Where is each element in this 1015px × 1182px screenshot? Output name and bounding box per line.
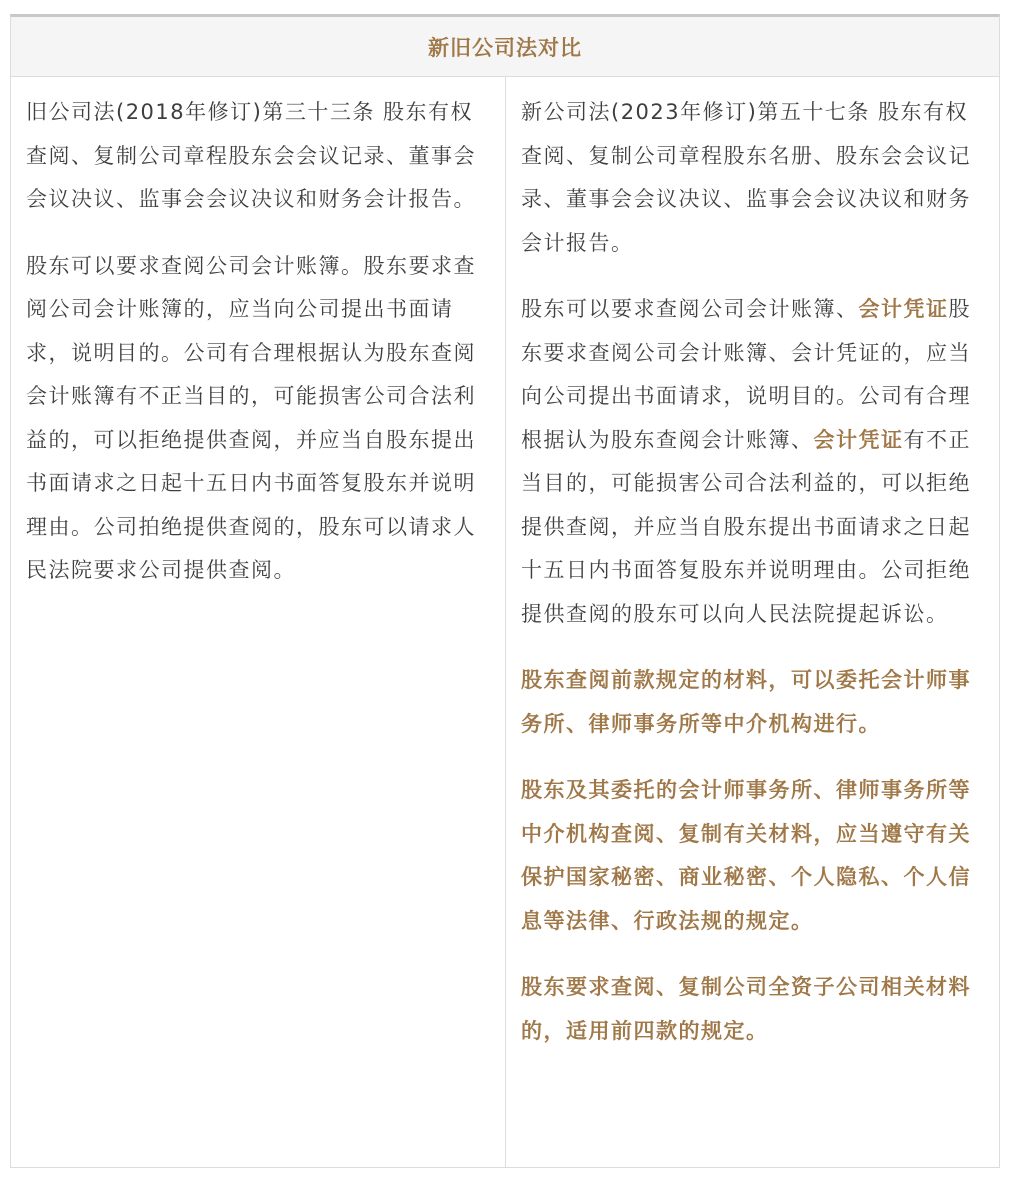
- highlight-accounting-voucher: 会计凭证: [858, 297, 949, 321]
- table-body-row: [11, 77, 999, 1168]
- new-law-paragraph-4: 股东及其委托的会计师事务所、律师事务所等中介机构查阅、复制有关材料，应当遵守有关保护国家秘密、商业秘密、个人隐私、个人信息等法律、行政法规的规定。: [521, 778, 971, 933]
- new-law-paragraph-2-text-c: 有不正当目的，可能损害公司合法利益的，可以拒绝提供查阅，并应当自股东提出书面请求之日起十五日内书面答复股东并说明理由。公司拒绝提供查阅的股东可以向人民法院提起诉讼。: [521, 427, 971, 626]
- new-law-column: [506, 77, 999, 1168]
- old-law-column: [11, 77, 506, 1168]
- new-law-paragraph-2: [521, 288, 985, 636]
- new-law-paragraph-5: 股东要求查阅、复制公司全资子公司相关材料的，适用前四款的规定。: [521, 975, 971, 1043]
- new-law-paragraph-1: 新公司法(2023年修订)第五十七条 股东有权查阅、复制公司章程股东名册、股东会会议记录、董事会会议决议、监事会会议决议和财务会计报告。: [521, 100, 971, 255]
- old-law-paragraph-2: 股东可以要求查阅公司会计账簿。股东要求查阅公司会计账簿的，应当向公司提出书面请求，说明目的。公司有合理根据认为股东查阅会计账簿有不正当目的，可能损害公司合法利益的，可以拒绝提供查阅，并应当自股东提出书面请求之日起十五日内书面答复股东并说明理由。公司拍绝提供查阅的，股东可以请求人民法院要求公司提供查阅。: [26, 253, 476, 582]
- comparison-table: [10, 14, 1000, 1168]
- new-law-paragraph-2-text-a: 股东可以要求查阅公司会计账簿、: [521, 297, 859, 321]
- new-law-paragraph-2-text-b: 股东要求查阅公司会计账簿、会计凭证的，应当向公司提出书面请求，说明目的。公司有合理根据认为股东查阅会计账簿、: [521, 297, 971, 452]
- table-title: 新旧公司法对比: [428, 35, 582, 60]
- highlight-accounting-voucher: 会计凭证: [813, 427, 904, 452]
- table-header: [11, 17, 999, 77]
- old-law-paragraph-1: 旧公司法(2018年修订)第三十三条 股东有权查阅、复制公司章程股东会会议记录、董事会会议决议、监事会会议决议和财务会计报告。: [26, 100, 476, 211]
- new-law-paragraph-3: 股东查阅前款规定的材料，可以委托会计师事务所、律师事务所等中介机构进行。: [521, 668, 971, 736]
